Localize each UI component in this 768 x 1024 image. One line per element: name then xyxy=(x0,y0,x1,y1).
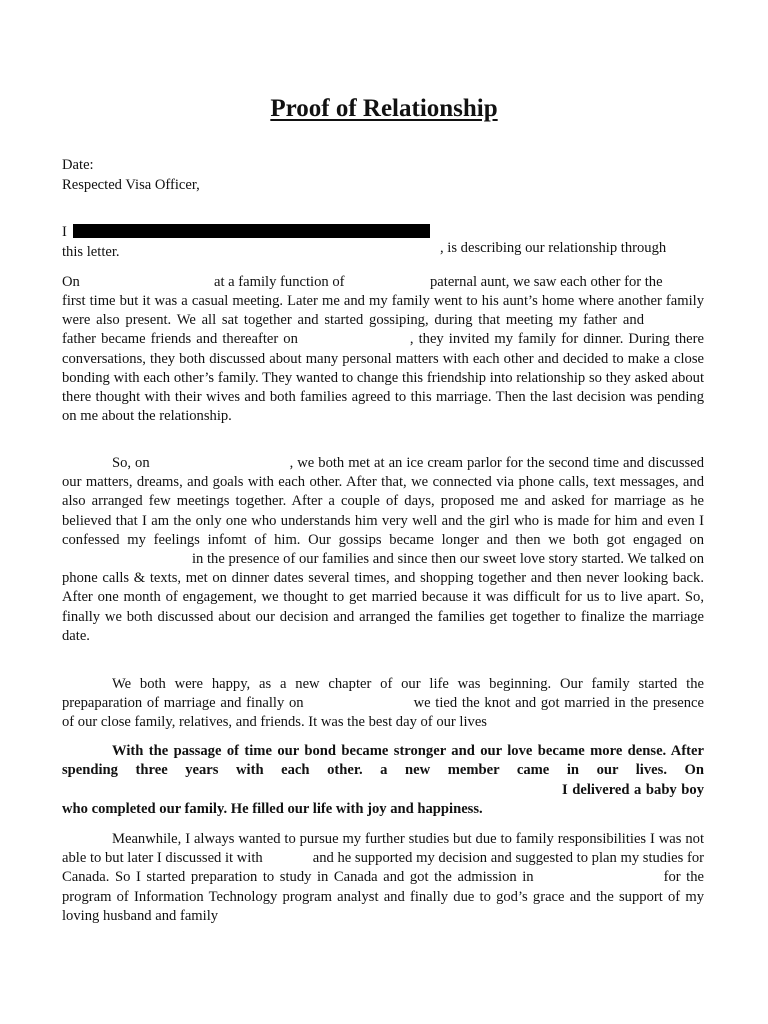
paragraph-5: Meanwhile, I always wanted to pursue my further studies but due to family responsibilities I was not able to but later I discussed it with and he supported my decision and suggested to plan my studies for Canada. So I started preparation to study in Canada and got the admission in for the program of Information Technology program analyst and finally due to god’s grace and the support of my loving husband and family xyxy=(62,831,704,924)
intro-start: I xyxy=(62,224,67,240)
date-label: Date: xyxy=(62,157,94,173)
p1-line1-end: paternal aunt, we saw each other for the xyxy=(430,274,663,290)
salutation: Respected Visa Officer, xyxy=(62,177,200,193)
p1-line1-start: On xyxy=(62,274,80,290)
paragraph-3: We both were happy, as a new chapter of our life was beginning. Our family started the prepaparation of marriage and finally on we tied the knot and got married in the presence of our close family, relatives, and friends. It was the best day of our lives xyxy=(62,676,704,731)
paragraph-2: So, on , we both met at an ice cream parlor for the second time and discussed our matters, dreams, and goals with each other. After that, we connected via phone calls, text messages, and also arranged few meetings together. After a couple of days, proposed me and asked for marriage as he believed that I am the only one who understands him very well and the girl who is made for him and even I confessed my feelings infomt of him. Our gossips became longer and then we both got engaged onin the presence of our families and since then our sweet love story started. We talked on phone calls & texts, met on dinner dates several times, and shopping together and then never looking back. After one month of engagement, we thought to get married because it was difficult for us to live apart. So, finally we both discussed about our decision and arranged the families get together to finalize the marriage date. xyxy=(62,455,705,644)
document-title: Proof of Relationship xyxy=(270,95,498,122)
p1-line1-mid: at a family function of xyxy=(214,274,345,290)
paragraph-4: With the passage of time our bond became stronger and our love became more dense. After spending three years with each other. a new member came in our lives. OnI delivered a baby boy who completed our family. He filled our life with joy and happiness. xyxy=(62,743,704,818)
redaction-bar xyxy=(73,224,430,238)
intro-tail: this letter. xyxy=(62,244,120,260)
paragraph-1: first time but it was a casual meeting. Later me and my family went to his aunt’s home where another family were also present. We all sat together and started gossiping, during that meeting my father andfather became friends and thereafter on , they invited my family for dinner. During there conversations, they both discussed about many personal matters with each other and decided to make a close bonding with each other’s family. They wanted to change this friendship into relationship so they asked about there thought with their wives and both families agreed to this marriage. Then the last decision was pending on me about the relationship. xyxy=(62,293,704,425)
intro-end: , is describing our relationship through xyxy=(440,240,667,256)
